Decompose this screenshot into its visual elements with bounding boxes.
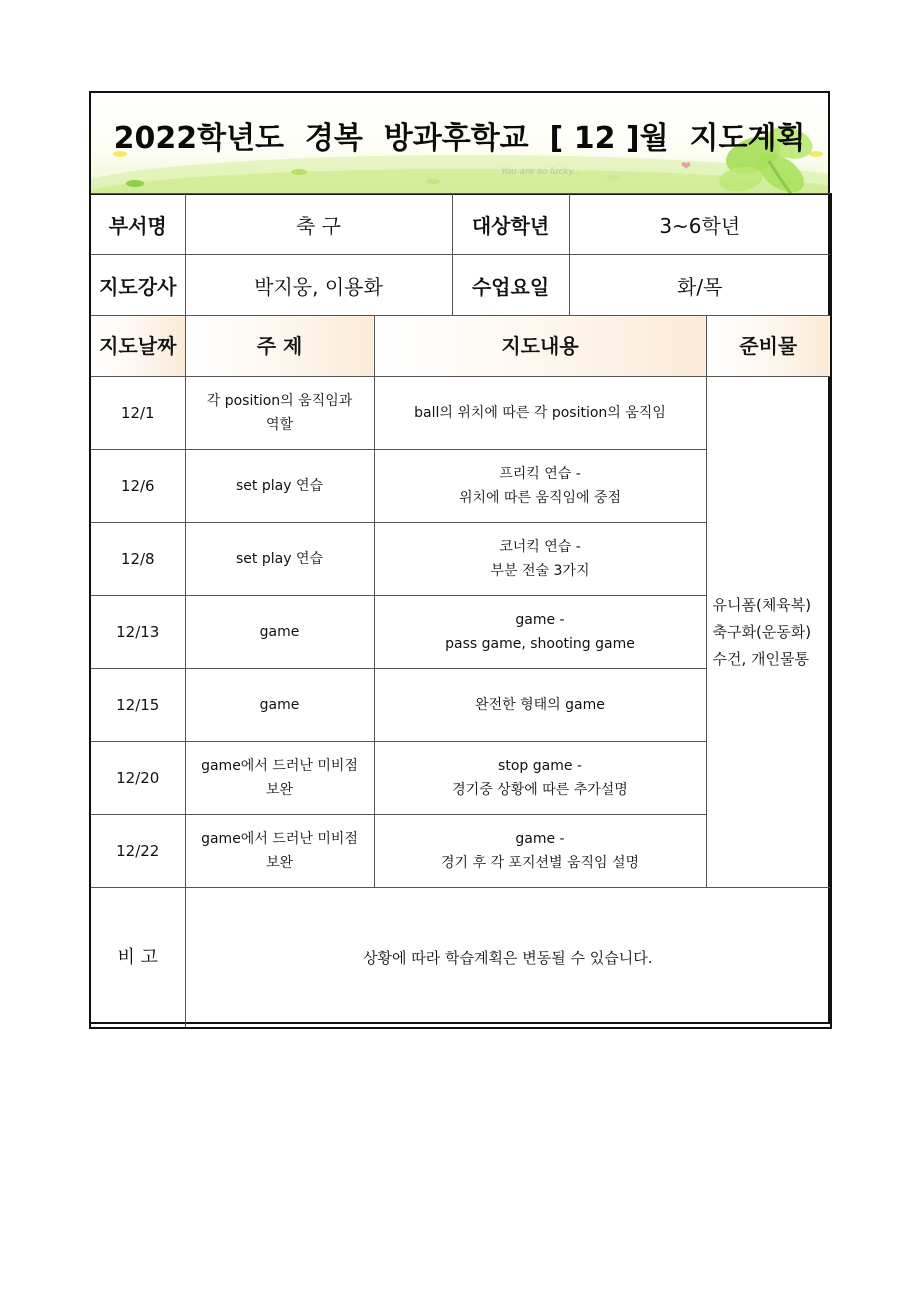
- row-content: [374, 596, 706, 669]
- heart-icon: ❤: [681, 159, 692, 173]
- row-topic: [185, 596, 374, 669]
- row-content: [374, 523, 706, 596]
- grade-value: 3~6학년: [569, 194, 831, 255]
- prep-item: 축구화(운동화): [712, 622, 812, 641]
- header-prep: 준비물: [706, 316, 831, 377]
- page-title: 2022학년도 경복 방과후학교 [ 12 ]월 지도계획: [113, 121, 806, 156]
- plan-header-row: [90, 316, 831, 377]
- decor-dot: [291, 169, 307, 175]
- row-date: 12/1: [90, 377, 185, 450]
- dept-label: 부서명: [90, 194, 185, 255]
- row-topic: [185, 450, 374, 523]
- topic-line: set play 연습: [236, 551, 323, 567]
- row-content: [374, 450, 706, 523]
- note-row: [90, 888, 831, 1029]
- content-line: 프리킥 연습 -: [499, 466, 581, 482]
- content-line: 코너킥 연습 -: [499, 539, 581, 555]
- day-value: 화/목: [569, 255, 831, 316]
- prep-items: [706, 377, 831, 888]
- content-line: 경기중 상황에 따른 추가설명: [452, 782, 628, 798]
- content-line: pass game, shooting game: [445, 636, 635, 652]
- header-date: 지도날짜: [90, 316, 185, 377]
- content-line: game -: [515, 612, 565, 628]
- header-topic: 주 제: [185, 316, 374, 377]
- title-banner: [91, 93, 828, 195]
- teacher-value: 박지웅, 이용화: [185, 255, 452, 316]
- banner-tagline: You are so lucky...: [501, 167, 582, 177]
- content-line: stop game -: [498, 758, 582, 774]
- plan-table: [89, 315, 832, 1029]
- content-line: 완전한 형태의 game: [475, 697, 605, 713]
- row-date: 12/22: [90, 815, 185, 888]
- content-line: game -: [515, 831, 565, 847]
- topic-line: game에서 드러난 미비점: [201, 831, 358, 847]
- content-line: 위치에 따른 움직임에 중점: [458, 490, 622, 506]
- decor-dot: [126, 180, 144, 187]
- content-line: 경기 후 각 포지션별 움직임 설명: [440, 855, 640, 871]
- topic-line: set play 연습: [236, 478, 323, 494]
- grade-label: 대상학년: [452, 194, 569, 255]
- topic-line: 역할: [265, 417, 294, 433]
- day-label: 수업요일: [452, 255, 569, 316]
- topic-line: game: [259, 697, 300, 713]
- row-topic: [185, 377, 374, 450]
- row-content: [374, 742, 706, 815]
- row-topic: [185, 742, 374, 815]
- row-content: [374, 669, 706, 742]
- topic-line: 보완: [265, 855, 294, 871]
- content-line: 부분 전술 3가지: [490, 563, 590, 579]
- row-content: [374, 815, 706, 888]
- decor-dot: [426, 179, 440, 184]
- info-table: [89, 193, 832, 316]
- content-line: ball의 위치에 따른 각 position의 움직임: [414, 405, 666, 421]
- header-content: 지도내용: [374, 316, 706, 377]
- decor-dot: [606, 175, 620, 180]
- topic-line: game: [259, 624, 300, 640]
- row-date: 12/6: [90, 450, 185, 523]
- row-date: 12/8: [90, 523, 185, 596]
- dept-value: 축 구: [185, 194, 452, 255]
- row-topic: [185, 815, 374, 888]
- note-label: 비 고: [90, 888, 185, 1029]
- topic-line: game에서 드러난 미비점: [201, 758, 358, 774]
- topic-line: 각 position의 움직임과: [206, 393, 353, 409]
- topic-line: 보완: [265, 782, 294, 798]
- row-topic: [185, 523, 374, 596]
- plan-document: [89, 91, 830, 1024]
- row-topic: [185, 669, 374, 742]
- table-row: [90, 377, 831, 450]
- prep-item: 유니폼(체육복): [712, 595, 812, 614]
- note-text: 상황에 따라 학습계획은 변동될 수 있습니다.: [185, 888, 831, 1029]
- prep-item: 수건, 개인물통: [712, 649, 809, 668]
- row-date: 12/15: [90, 669, 185, 742]
- teacher-label: 지도강사: [90, 255, 185, 316]
- row-content: [374, 377, 706, 450]
- row-date: 12/20: [90, 742, 185, 815]
- row-date: 12/13: [90, 596, 185, 669]
